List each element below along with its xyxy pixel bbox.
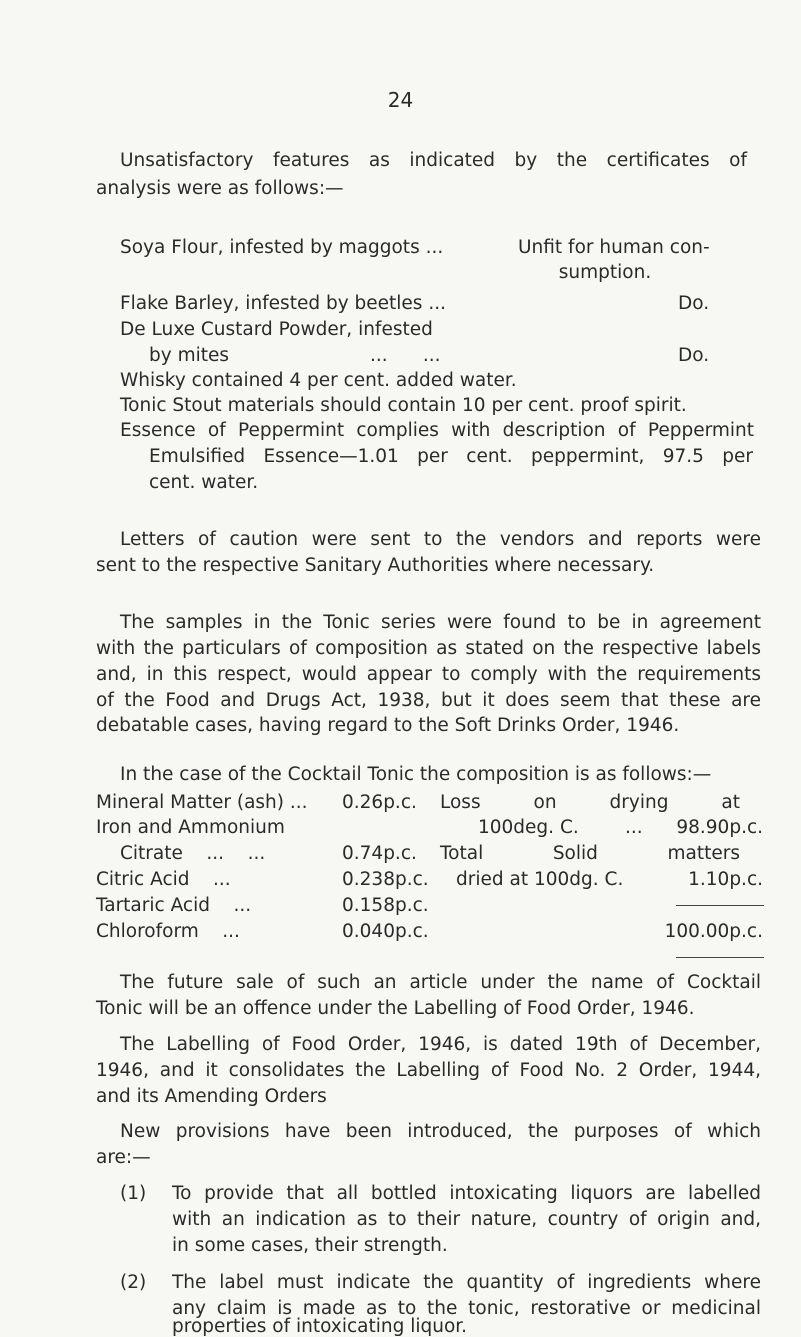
comp-name-2: Iron and Ammonium <box>96 817 285 838</box>
finding-whisky: Whisky contained 4 per cent. added water. <box>120 370 517 391</box>
finding-custard-verdict: Do. <box>678 345 710 366</box>
finding-custard-item-2: by mites <box>149 345 230 366</box>
finding-peppermint-line-2: Emulsified Essence—1.01 per cent. peppermint, 97.5 per <box>149 446 753 467</box>
comp-value-5: 0.158p.c. <box>342 895 429 916</box>
finding-peppermint-line-3: cent. water. <box>149 472 259 493</box>
para-tonic-line-5: debatable cases, having regard to the Soft Drinks Order, 1946. <box>96 715 680 736</box>
para-tonic-line-3: and, in this respect, would appear to comply with the requirements <box>96 664 761 685</box>
para-letters-line-1: Letters of caution were sent to the vendors and reports were <box>120 529 761 550</box>
provision-1-number: (1) <box>120 1183 147 1204</box>
intro-line-2: analysis were as follows:— <box>96 178 344 199</box>
intro-line-1: Unsatisfactory features as indicated by the certificates of <box>120 150 747 171</box>
finding-soya-verdict-2: sumption. <box>558 262 652 283</box>
comp-loss-value: 98.90p.c. <box>676 817 763 838</box>
para-labelling-line-2: 1946, and it consolidates the Labelling of Food No. 2 Order, 1944, <box>96 1060 761 1081</box>
comp-solids-line-1: Total Solid matters <box>440 843 740 864</box>
comp-solids-line-2: dried at 100dg. C. <box>456 869 624 890</box>
finding-peppermint-line-1: Essence of Peppermint complies with description of Peppermint <box>120 420 754 441</box>
para-new-line-1: New provisions have been introduced, the purposes of which <box>120 1121 761 1142</box>
comp-name-6: Chloroform ... <box>96 921 240 942</box>
comp-name-1: Mineral Matter (ash) ... <box>96 792 308 813</box>
subtotal-rule <box>676 905 764 906</box>
para-cocktail: In the case of the Cocktail Tonic the composition is as follows:— <box>120 764 712 785</box>
comp-name-3: Citrate ... ... <box>120 843 266 864</box>
finding-barley-item: Flake Barley, infested by beetles ... <box>120 293 446 314</box>
provision-2-line-2: any claim is made as to the tonic, restorative or medicinal <box>172 1298 761 1319</box>
comp-name-4: Citric Acid ... <box>96 869 231 890</box>
finding-soya-item: Soya Flour, infested by maggots ... <box>120 237 444 258</box>
provision-1-line-3: in some cases, their strength. <box>172 1235 448 1256</box>
provision-2-number: (2) <box>120 1272 147 1293</box>
para-tonic-line-2: with the particulars of composition as stated on the respective labels <box>96 638 761 659</box>
finding-soya-verdict-1: Unfit for human con- <box>518 237 710 258</box>
comp-loss-dots: ... <box>625 817 643 838</box>
provision-1-line-1: To provide that all bottled intoxicating liquors are labelled <box>172 1183 761 1204</box>
para-future-line-2: Tonic will be an offence under the Labelling of Food Order, 1946. <box>96 998 695 1019</box>
finding-stout: Tonic Stout materials should contain 10 per cent. proof spirit. <box>120 395 687 416</box>
provision-1-line-2: with an indication as to their nature, country of origin and, <box>172 1209 761 1230</box>
comp-value-4: 0.238p.c. <box>342 869 429 890</box>
total-rule <box>676 957 764 958</box>
comp-solids-value: 1.10p.c. <box>688 869 763 890</box>
finding-barley-verdict: Do. <box>678 293 710 314</box>
para-labelling-line-3: and its Amending Orders <box>96 1086 327 1107</box>
para-letters-line-2: sent to the respective Sanitary Authorities where necessary. <box>96 555 655 576</box>
para-tonic-line-4: of the Food and Drugs Act, 1938, but it does seem that these are <box>96 690 761 711</box>
para-labelling-line-1: The Labelling of Food Order, 1946, is dated 19th of December, <box>120 1034 761 1055</box>
comp-loss-line-2: 100deg. C. <box>478 817 579 838</box>
comp-value-6: 0.040p.c. <box>342 921 429 942</box>
comp-name-5: Tartaric Acid ... <box>96 895 252 916</box>
finding-custard-dots: ... ... <box>370 345 441 366</box>
para-tonic-line-1: The samples in the Tonic series were found to be in agreement <box>120 612 761 633</box>
finding-custard-item-1: De Luxe Custard Powder, infested <box>120 319 433 340</box>
page-number: 24 <box>387 88 414 112</box>
para-future-line-1: The future sale of such an article under the name of Cocktail <box>120 972 761 993</box>
comp-total-value: 100.00p.c. <box>664 921 763 942</box>
comp-value-3: 0.74p.c. <box>342 843 417 864</box>
provision-2-line-1: The label must indicate the quantity of ingredients where <box>172 1272 761 1293</box>
comp-loss-line-1: Loss on drying at <box>440 792 740 813</box>
para-new-line-2: are:— <box>96 1147 151 1168</box>
comp-value-1: 0.26p.c. <box>342 792 417 813</box>
provision-2-line-3: properties of intoxicating liquor. <box>172 1316 468 1337</box>
